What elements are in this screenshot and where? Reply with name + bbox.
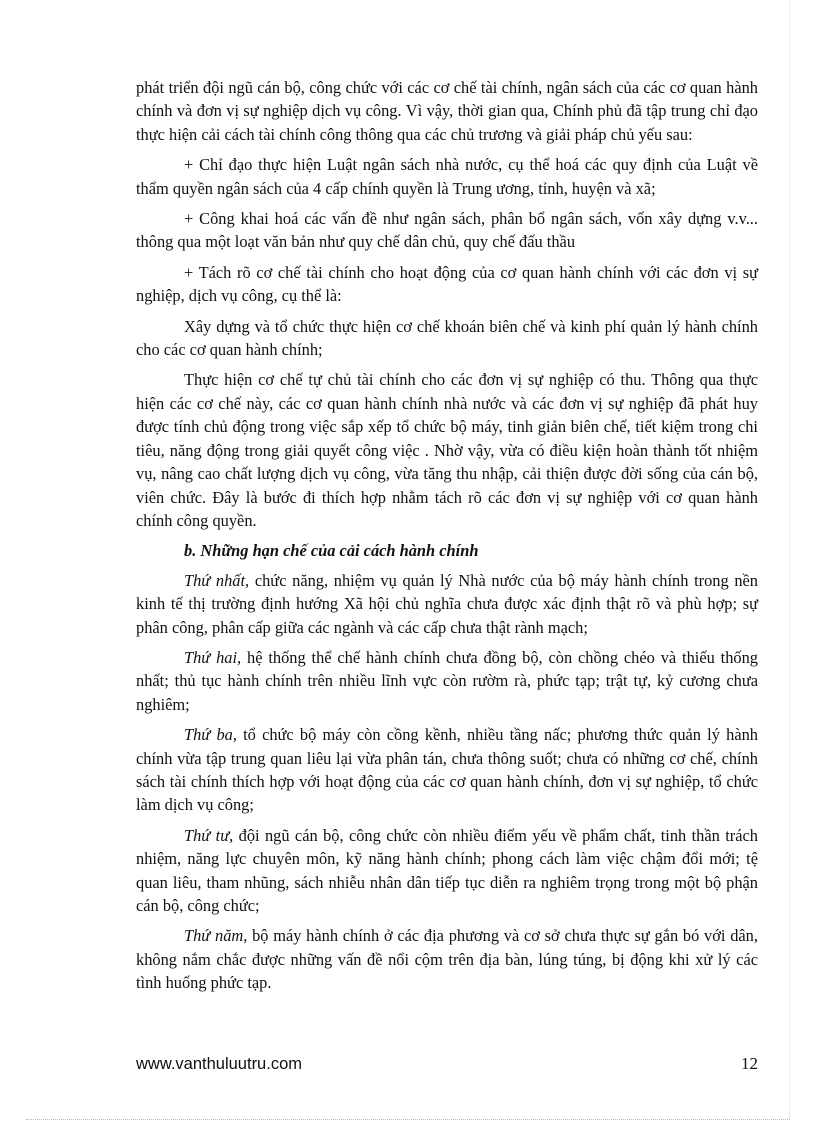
limitation-text: tổ chức bộ máy còn cồng kềnh, nhiều tầng nấc; phương thức quản lý hành chính vừa tập trung quan liêu lại vừa phân tán, chưa thông suốt; chưa có những cơ chế, chính sách tài chính thích hợp với hoạt động của các cơ quan hành chính, đơn vị sự nghiệp, tổ chức làm dịch vụ công; [136, 725, 758, 815]
limitation-text: hệ thống thể chế hành chính chưa đồng bộ, còn chồng chéo và thiếu thống nhất; thủ tục hành chính trên nhiều lĩnh vực còn rườm rà, phức tạp; trật tự, kỷ cương chưa nghiêm; [136, 647, 758, 714]
paragraph-intro: phát triển đội ngũ cán bộ, công chức với các cơ chế tài chính, ngân sách của các cơ quan hành chính và đơn vị sự nghiệp dịch vụ công. Vì vậy, thời gian qua, Chính phủ đã tập trung chỉ đạo thực hiện cải cách tài chính công thông qua các chủ trương và giải pháp chủ yếu sau: [136, 78, 758, 144]
limitation-lead: Thứ nhất, [184, 570, 250, 590]
limitation-lead: Thứ hai, [184, 647, 242, 667]
limitation-item [136, 824, 758, 918]
limitation-text: đội ngũ cán bộ, công chức còn nhiều điểm yếu về phẩm chất, tinh thần trách nhiệm, năng lực chuyên môn, kỹ năng hành chính; phong cách làm việc chậm đổi mới; tệ quan liêu, tham nhũng, sách nhiễu nhân dân tiếp tục diễn ra nghiêm trọng trong một bộ phận cán bộ, công chức; [136, 825, 758, 915]
limitation-item [136, 924, 758, 994]
section-heading: b. Những hạn chế của cải cách hành chính [184, 541, 479, 561]
paragraph-budget-law: + Chỉ đạo thực hiện Luật ngân sách nhà nước, cụ thể hoá các quy định của Luật về thẩm quyền ngân sách của 4 cấp chính quyền là Trung ương, tỉnh, huyện và xã; [136, 155, 758, 198]
footer-website-link[interactable]: www.vanthuluutru.com [136, 1055, 302, 1073]
limitation-lead: Thứ năm, [184, 926, 248, 946]
limitation-item [136, 569, 758, 639]
page-edge-bottom [26, 1119, 790, 1120]
paragraph-staffing-quota: Xây dựng và tổ chức thực hiện cơ chế khoán biên chế và kinh phí quản lý hành chính cho các cơ quan hành chính; [136, 316, 758, 360]
paragraph-separation: + Tách rõ cơ chế tài chính cho hoạt động của cơ quan hành chính với các đơn vị sự nghiệp, dịch vụ công, cụ thể là: [136, 262, 758, 306]
page-body [136, 76, 758, 1002]
paragraph-financial-autonomy: Thực hiện cơ chế tự chủ tài chính cho các đơn vị sự nghiệp có thu. Thông qua thực hiện các cơ chế này, các cơ quan hành chính nhà nước và các đơn vị sự nghiệp đã phát huy được tính chủ động trong việc sắp xếp tổ chức bộ máy, tinh giản biên chế, tiết kiệm trong chi tiêu, năng động trong giải quyết công việc . Nhờ vậy, vừa có điều kiện hoàn thành tốt nhiệm vụ, nâng cao chất lượng dịch vụ công, vừa tăng thu nhập, cải thiện được đời sống của cán bộ, viên chức. Đây là bước đi thích hợp nhằm tách rõ các đơn vị sự nghiệp với cơ quan hành chính công quyền. [136, 370, 758, 530]
limitation-text: bộ máy hành chính ở các địa phương và cơ sở chưa thực sự gắn bó với dân, không nắm chắc được những vấn đề nổi cộm trên địa bàn, lúng túng, bị động khi xử lý các tình huống phức tạp. [136, 926, 758, 993]
page-number: 12 [741, 1054, 758, 1073]
paragraph-transparency: + Công khai hoá các vấn đề như ngân sách, phân bổ ngân sách, vốn xây dựng v.v... thông qua một loạt văn bản như quy chế dân chủ, quy chế đấu thầu [136, 209, 758, 252]
page-edge-right [789, 0, 790, 1119]
limitation-item [136, 723, 758, 817]
limitation-lead: Thứ tư, [184, 825, 234, 845]
limitation-lead: Thứ ba, [184, 725, 237, 745]
limitation-text: chức năng, nhiệm vụ quản lý Nhà nước của bộ máy hành chính trong nền kinh tế thị trường định hướng Xã hội chủ nghĩa chưa được xác định thật rõ và phù hợp; sự phân công, phân cấp giữa các ngành và các cấp chưa thật rành mạch; [136, 570, 759, 637]
limitation-item [136, 646, 758, 716]
